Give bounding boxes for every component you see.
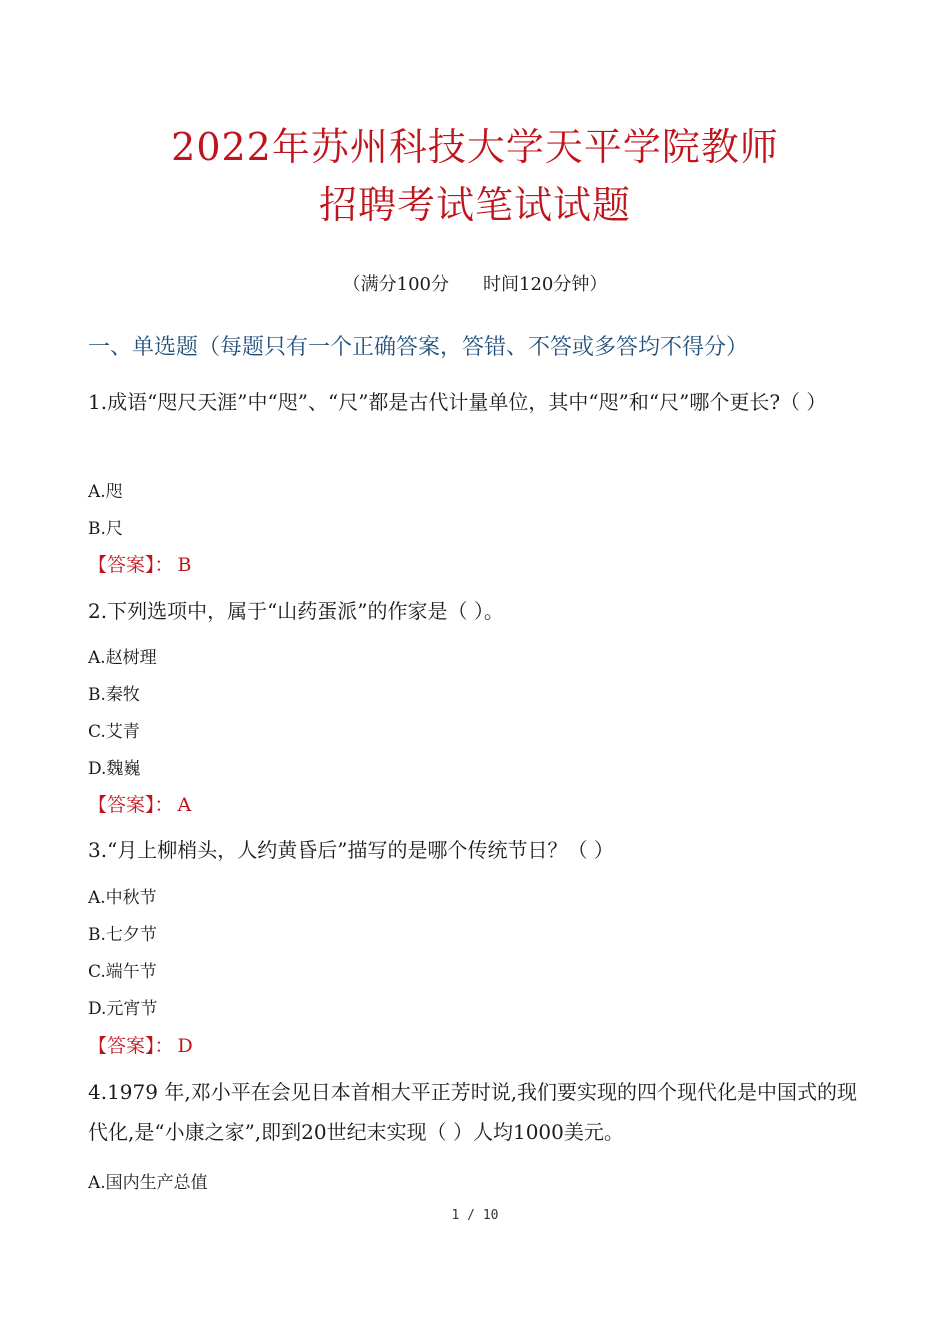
page-number: 1 / 10 [451, 1208, 499, 1223]
answer-label: 【答案】： [88, 794, 174, 816]
question-1-option-b: B.尺 [88, 519, 123, 539]
time-info: 时间120分钟） [483, 274, 608, 295]
question-3-option-d: D.元宵节 [88, 999, 158, 1019]
question-1-option-a: A.咫 [88, 482, 123, 502]
answer-value: D [177, 1035, 193, 1057]
answer-label: 【答案】： [88, 554, 174, 576]
answer-label: 【答案】： [88, 1035, 174, 1057]
question-2-option-d: D.魏巍 [88, 759, 141, 779]
question-3-answer [88, 1031, 193, 1058]
document-title-line2: 招聘考试笔试试题 [318, 183, 631, 227]
question-3-text: 3.“月上柳梢头，人约黄昏后”描写的是哪个传统节日？（ ） [88, 838, 614, 862]
question-2-option-a: A.赵树理 [88, 648, 157, 668]
score-info: （满分100分 [342, 274, 449, 295]
exam-info [0, 270, 950, 296]
question-1-answer [88, 550, 191, 577]
section-heading: 一、单选题（每题只有一个正确答案，答错、不答或多答均不得分） [88, 335, 749, 360]
question-2-option-c: C.艾青 [88, 722, 140, 742]
question-3-option-a: A.中秋节 [88, 888, 157, 908]
question-2-answer [88, 790, 191, 817]
answer-value: B [177, 554, 192, 576]
question-1-text: 1.成语“咫尺天涯”中“咫”、“尺”都是古代计量单位，其中“咫”和“尺”哪个更长?（ ） [88, 390, 827, 414]
question-2-option-b: B.秦牧 [88, 685, 140, 705]
question-4-text: 4.1979 年,邓小平在会见日本首相大平正芳时说,我们要实现的四个现代化是中国式的现代化,是“小康之家”,即到20世纪末实现（ ）人均1000美元。 [88, 1080, 858, 1144]
answer-value: A [177, 794, 192, 816]
document-title-line1: 2022年苏州科技大学天平学院教师 [171, 125, 779, 169]
question-2-text: 2.下列选项中，属于“山药蛋派”的作家是（ ）。 [88, 599, 504, 623]
question-3-option-b: B.七夕节 [88, 925, 157, 945]
question-4-option-a: A.国内生产总值 [88, 1173, 208, 1193]
question-3-option-c: C.端午节 [88, 962, 157, 982]
